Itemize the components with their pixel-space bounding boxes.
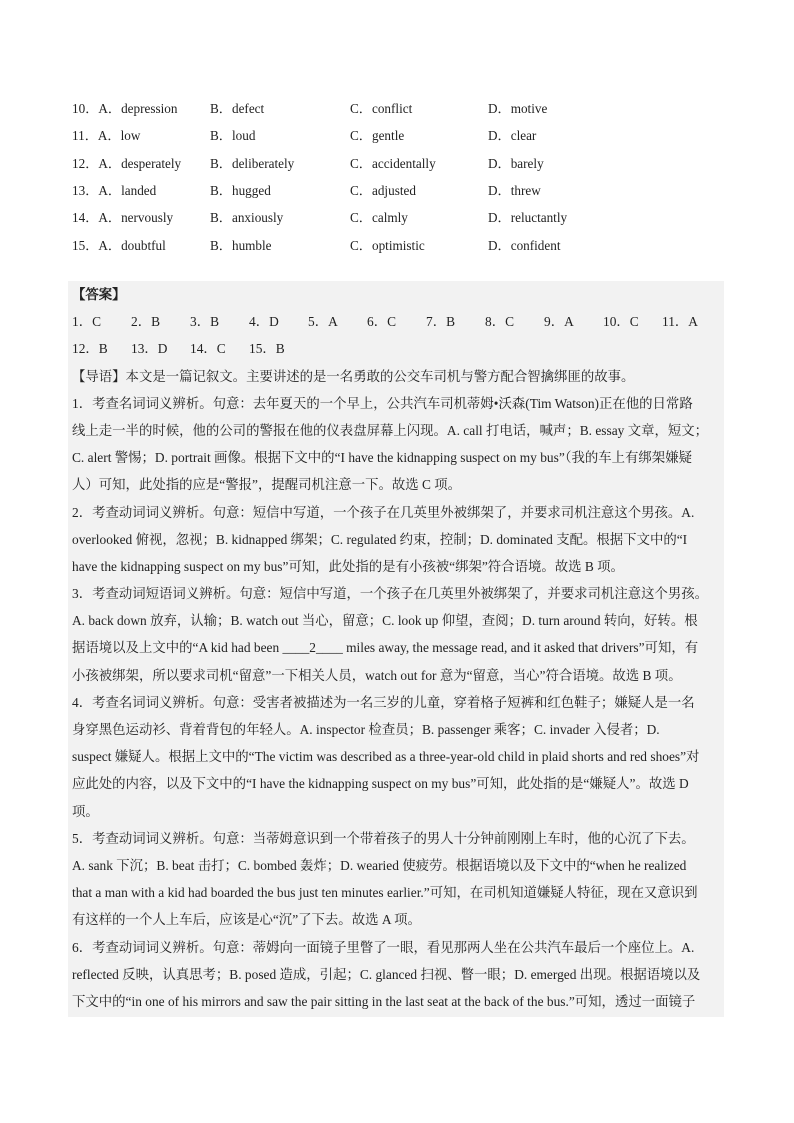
- answer-item: 4．D: [249, 314, 279, 330]
- option-d: D．barely: [488, 155, 544, 171]
- answer-item: 9．A: [544, 314, 574, 330]
- explanation-line: 3．考查动词短语词义辨析。句意：短信中写道，一个孩子在几英里外被绑架了，并要求司机注意这个男孩。: [72, 586, 709, 602]
- explanation-line: 人）可知，此处指的应是“警报”，提醒司机注意一下。故选 C 项。: [72, 477, 462, 493]
- explanation-line: C. alert 警惕；D. portrait 画像。根据下文中的“I have the kidnapping suspect on my bus”（我的车上有绑架嫌疑: [72, 450, 692, 466]
- answer-section: [68, 281, 724, 1017]
- option-c: C．gentle: [350, 128, 405, 144]
- option-c: C．adjusted: [350, 183, 416, 199]
- option-row: [72, 203, 732, 230]
- option-b: B．humble: [210, 237, 272, 253]
- answer-item: 1．C: [72, 314, 102, 330]
- answer-item: 8．C: [485, 314, 515, 330]
- option-c: C．calmly: [350, 210, 408, 226]
- option-row: [72, 121, 732, 148]
- option-row: [72, 94, 732, 121]
- explanation-line: 5．考查动词词义辨析。句意：当蒂姆意识到一个带着孩子的男人十分钟前刚刚上车时，他的心沉了下去。: [72, 830, 695, 846]
- explanation-line: 有这样的一个人上车后，应该是心“沉”了下去。故选 A 项。: [72, 912, 421, 928]
- question-number: 15．: [72, 237, 99, 253]
- answer-content: [72, 281, 722, 1015]
- explanation-line: A. back down 放弃，认输；B. watch out 当心，留意；C. look up 仰望，查阅；D. turn around 转向，好转。根: [72, 613, 698, 629]
- option-b: B．loud: [210, 128, 256, 144]
- option-a: 14．A．nervously: [72, 210, 174, 226]
- option-d: D．motive: [488, 101, 548, 117]
- option-a: 13．A．landed: [72, 183, 157, 199]
- explanation-line: A. sank 下沉；B. beat 击打；C. bombed 轰炸；D. wearied 使疲劳。根据语境以及下文中的“when he realized: [72, 857, 687, 873]
- explanation-line: suspect 嫌疑人。根据上文中的“The victim was described as a three-year-old child in plaid shorts and red shoes”对: [72, 749, 700, 765]
- option-c: C．conflict: [350, 101, 413, 117]
- answer-item: 3．B: [190, 314, 220, 330]
- explanation-line: 下文中的“in one of his mirrors and saw the pair sitting in the last seat at the back of the bus.”可知，透过一面镜子: [72, 993, 696, 1009]
- explanation-line: 线上走一半的时候，他的公司的警报在他的仪表盘屏幕上闪现。A. call 打电话，喊声；B. essay 文章，短文；: [72, 422, 709, 438]
- explanation-line: reflected 反映，认真思考；B. posed 造成，引起；C. glanced 扫视、瞥一眼；D. emerged 出现。根据语境以及: [72, 966, 701, 982]
- explanation-line: 6．考查动词词义辨析。句意：蒂姆向一面镜子里瞥了一眼，看见那两人坐在公共汽车最后一个座位上。A.: [72, 939, 695, 955]
- option-c: C．accidentally: [350, 155, 436, 171]
- question-number: 12．: [72, 155, 99, 171]
- question-number: 14．: [72, 210, 99, 226]
- explanation-line: 据语境以及上文中的“A kid had been ____2____ miles away, the message read, and it asked that drivers”可知，有: [72, 640, 699, 656]
- answer-heading: 【答案】: [72, 287, 126, 302]
- explanation-line: 身穿黑色运动衫、背着背包的年轻人。A. inspector 检查员；B. passenger 乘客；C. invader 入侵者；D.: [72, 722, 660, 737]
- option-a: 10．A．depression: [72, 101, 178, 117]
- option-b: B．deliberately: [210, 155, 295, 171]
- option-a: 11．A．low: [72, 128, 141, 144]
- intro-line: 【导语】本文是一篇记叙文。主要讲述的是一名勇敢的公交车司机与警方配合智擒绑匪的故事。: [72, 368, 635, 384]
- explanation-line: 小孩被绑架，所以要求司机“留意”一下相关人员，watch out for 意为“留意，当心”符合语境。故选 B 项。: [72, 667, 682, 683]
- option-b: B．anxiously: [210, 210, 284, 226]
- explanation-line: 项。: [72, 803, 99, 819]
- option-b: B．hugged: [210, 183, 271, 199]
- question-number: 10．: [72, 101, 99, 117]
- option-d: D．clear: [488, 128, 537, 144]
- explanation-line: that a man with a kid had boarded the bus just ten minutes earlier.”可知，在司机知道嫌疑人特征，现在又意识到: [72, 885, 698, 901]
- option-b: B．defect: [210, 101, 265, 117]
- option-a: 12．A．desperately: [72, 155, 182, 171]
- explanation-line: 2．考查动词词义辨析。句意：短信中写道，一个孩子在几英里外被绑架了，并要求司机注意这个男孩。A.: [72, 504, 695, 520]
- answer-item: 6．C: [367, 314, 397, 330]
- option-d: D．reluctantly: [488, 210, 568, 226]
- answer-item: 2．B: [131, 314, 161, 330]
- explanation-line: 1．考查名词词义辨析。句意：去年夏天的一个早上，公共汽车司机蒂姆•沃森(Tim Watson)正在他的日常路: [72, 395, 693, 411]
- options-list: [72, 94, 732, 258]
- question-number: 13．: [72, 183, 99, 199]
- answer-item: 10．C: [603, 314, 639, 330]
- answer-item: 12．B: [72, 341, 108, 357]
- answer-key-row-1: [72, 308, 722, 335]
- option-d: D．confident: [488, 237, 561, 253]
- answer-item: 15．B: [249, 341, 285, 357]
- answer-item: 5．A: [308, 314, 338, 330]
- option-c: C．optimistic: [350, 237, 425, 253]
- option-a: 15．A．doubtful: [72, 237, 166, 253]
- explanation-line: have the kidnapping suspect on my bus”可知，此处指的是有小孩被“绑架”符合语境。故选 B 项。: [72, 558, 624, 574]
- explanation-line: overlooked 俯视，忽视；B. kidnapped 绑架；C. regulated 约束，控制；D. dominated 支配。根据下文中的“I: [72, 531, 688, 547]
- answer-key-row-2: [72, 335, 722, 362]
- option-d: D．threw: [488, 183, 541, 199]
- question-number: 11．: [72, 128, 98, 144]
- answer-item: 7．B: [426, 314, 456, 330]
- answer-item: 14．C: [190, 341, 226, 357]
- explanation-line: 应此处的内容，以及下文中的“I have the kidnapping suspect on my bus”可知，此处指的是“嫌疑人”。故选 D: [72, 776, 689, 792]
- answer-item: 13．D: [131, 341, 168, 357]
- answer-item: 11．A: [662, 314, 698, 330]
- option-row: [72, 176, 732, 203]
- option-row: [72, 149, 732, 176]
- explanation-line: 4．考查名词词义辨析。句意：受害者被描述为一名三岁的儿童，穿着格子短裤和红色鞋子；嫌疑人是一名: [72, 694, 695, 710]
- option-row: [72, 230, 732, 257]
